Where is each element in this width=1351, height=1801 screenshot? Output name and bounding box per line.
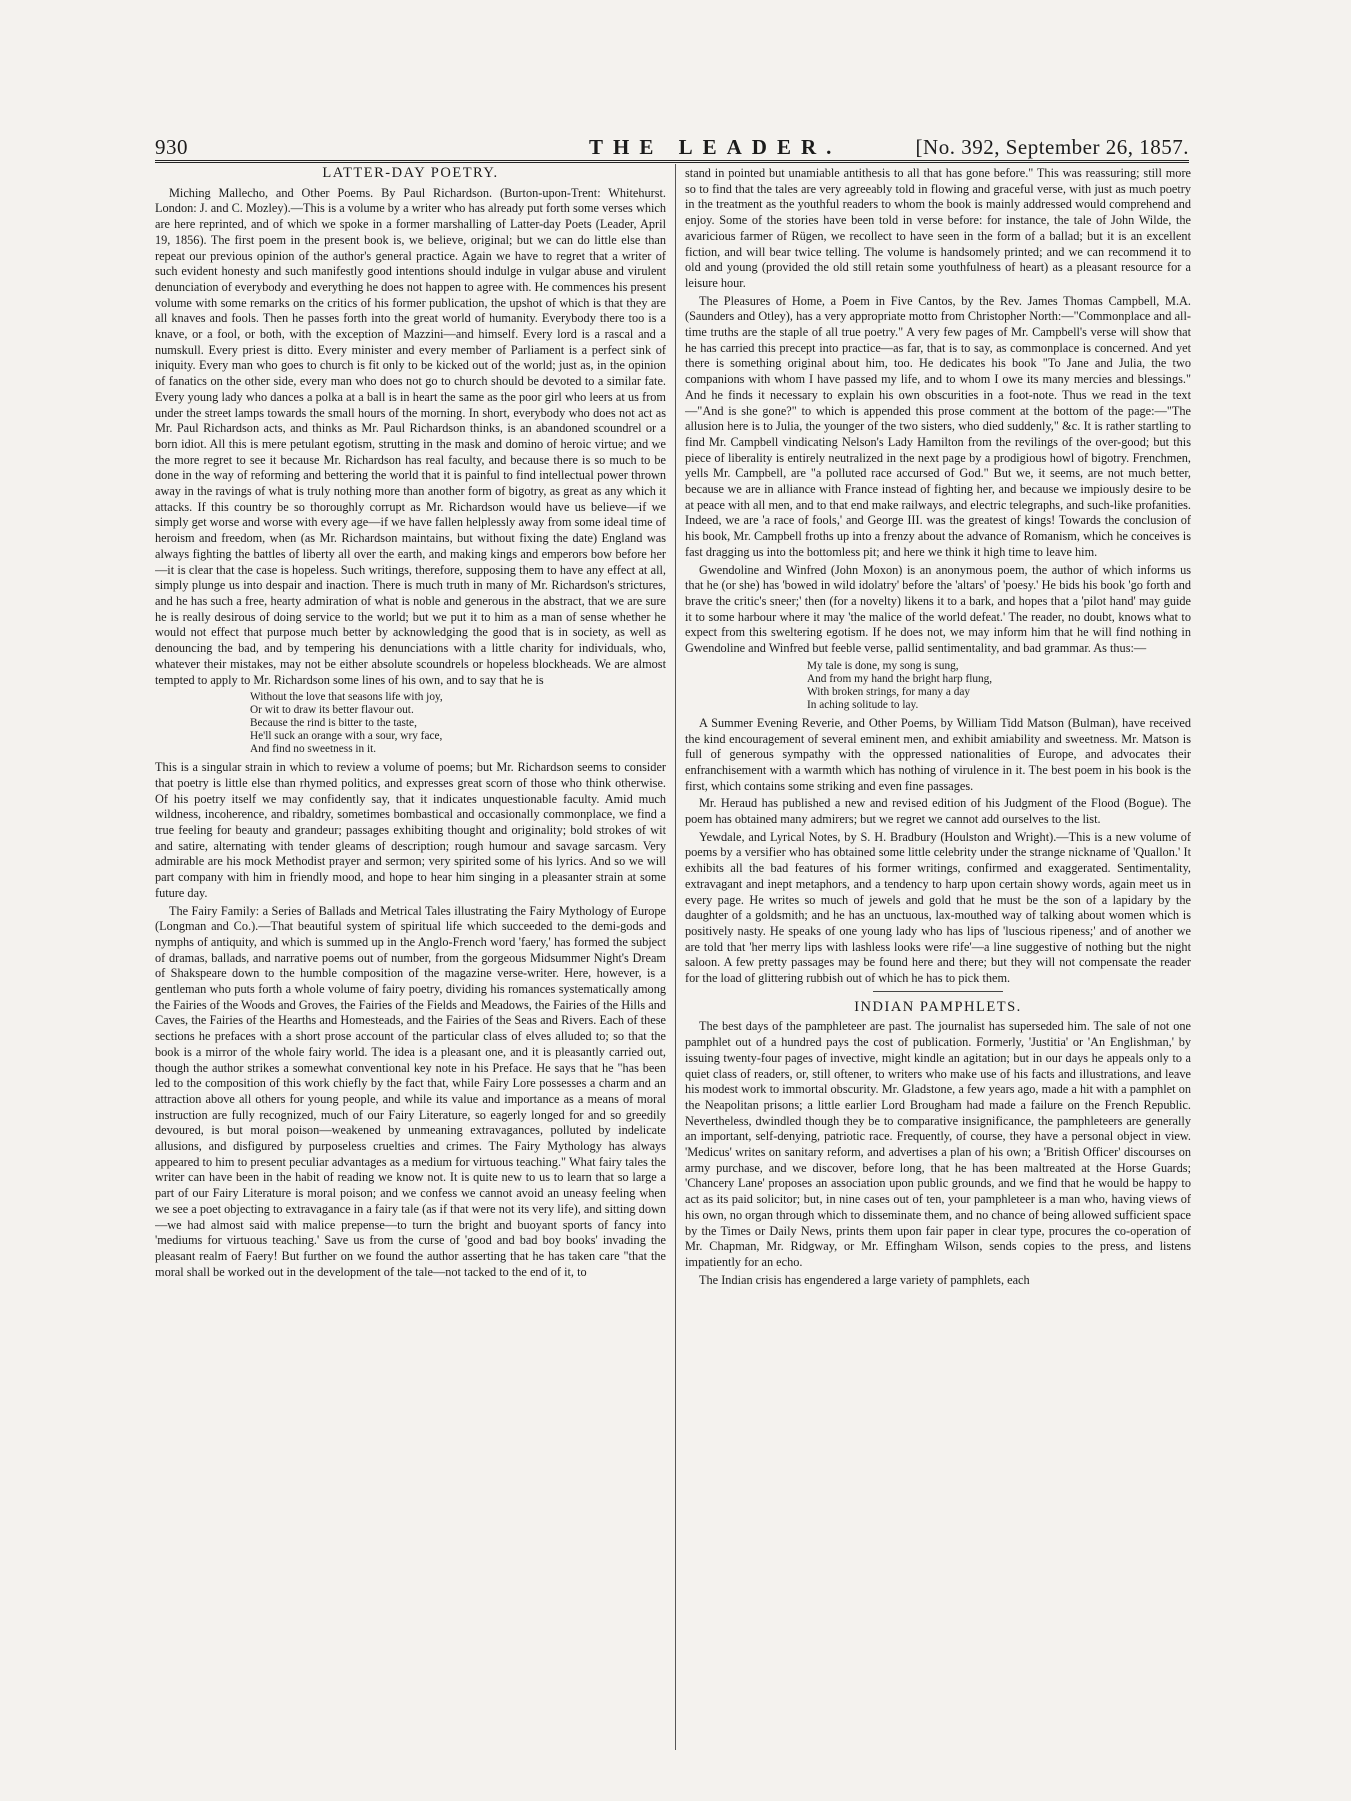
verse-line: And from my hand the bright harp flung, xyxy=(807,672,993,685)
review-gwendoline: Gwendoline and Winfred (John Moxon) is an anonymous poem, the author of which informs us that he (or she) has 'bowed in wild idolatry' before the 'altars' of 'poesy.' He bids his book 'go forth and brave the critic's sneer;' then (for a novelty) likens it to a bark, and hopes that a 'pilot hand' may guide it to some harbour where it may 'the malice of the world defeat.' The reader, no doubt, knows what to expect from this sweltering egotism. If he does not, we may inform him that he will find nothing in Gwendoline and Winfred but feeble verse, pallid sentimentality, and bad grammar. As thus:— xyxy=(685,562,1191,656)
review-pleasures-of-home: The Pleasures of Home, a Poem in Five Cantos, by the Rev. James Thomas Campbell, M.A. (Saunders and Otley), has a very appropriate motto from Christopher North:—"Commonplace and all-time truths are the staple of all true poetry." A very few pages of Mr. Campbell's verse will show that he has carried this precept into practice—as far, that is to say, as commonplace is concerned. And yet there is something original about him, too. He dedicates his book "To Jane and Julia, the two companions with whom I have passed my life, and to whom I owe its many mercies and blessings." And he finds it necessary to explain his own obscurities in a foot-note. Thus we read in the text—"And is she gone?" to which is appended this prose comment at the bottom of the page:—"The allusion here is to Julia, the younger of the two sisters, who died suddenly," &c. It is rather startling to find Mr. Campbell vindicating Nelson's Lady Hamilton from the revilings of the over-good; but this piece of liberality is entirely neutralized in the next page by a prodigious howl of bigotry. Frenchmen, yells Mr. Campbell, are "a polluted race accursed of God." But we, it seems, are not much better, because we are in alliance with France instead of fighting her, and because we impiously desire to be at peace with all men, and to that end make railways, and electric telegraphs, and such-like profanities. Indeed, we are 'a race of fools,' and George III. was the greatest of kings! Towards the conclusion of his book, Mr. Campbell froths up into a frenzy about the advance of Romanism, which he conceives is fast dragging us into the bottomless pit; and here we think it high time to leave him. xyxy=(685,293,1191,559)
masthead xyxy=(155,131,1189,159)
review-summer-evening-reverie: A Summer Evening Reverie, and Other Poems, by William Tidd Matson (Bulman), have received the kind encouragement of several eminent men, and exhibit amiability and sweetness. Mr. Matson is full of generous sympathy with the oppressed nationalities of Europe, and advocates their enfranchisement with a warmth which has nothing of virulence in it. The best poem in his book is the first, which contains some striking and even fine passages. xyxy=(685,715,1191,793)
page-number: 930 xyxy=(155,135,188,159)
verse-line: With broken strings, for many a day xyxy=(807,685,970,698)
verse-line: Because the rind is bitter to the taste, xyxy=(250,717,417,730)
review-miching-mallecho: Miching Mallecho, and Other Poems. By Paul Richardson. (Burton-upon-Trent: Whitehurst. London: J. and C. Mozley).—This is a volume by a writer who has already put forth some verses which are here reprinted, and of which we spoke in a former marshalling of Latter-day Poets (Leader, April 19, 1856). The first poem in the present book is, we believe, original; but we can do little else than repeat our previous opinion of the author's general practice. Again we have to regret that a writer of such evident honesty and such manifestly good intentions should indulge in vulgar abuse and virulent denunciation of everybody and everything he does not happen to agree with. He commences his present volume with some remarks on the critics of his former publication, the upshot of which is that they are all knaves and fools. Then he passes forth into the great world of humanity. Everybody there too is a knave, or a fool, or both, with the exception of Mazzini—and himself. Every lord is a rascal and a numskull. Every priest is ditto. Every minister and every member of Parliament is a perfect sink of iniquity. Every man who goes to church is fit only to be kicked out of the world; just as, in the opinion of fanatics on the other side, every man who does not go to church should be devoted to a similar fate. Every young lady who dances a polka at a ball is in heart the same as the poor girl who leers at us from under the street lamps towards the small hours of the morning. In short, everybody who does not act as Mr. Paul Richardson acts, and thinks as Mr. Paul Richardson thinks, is an abandoned scoundrel or a born idiot. All this is mere petulant egotism, strutting in the mask and domino of heroic virtue; and we the more regret to see it because Mr. Richardson has real faculty, and because there is so much to be done in the way of reforming and bettering the world that it is painful to find intellectual power thrown away in the ravings of what is truly nothing more than another form of bigotry, as great as any which it attacks. If this country be so thoroughly corrupt as Mr. Richardson would have us believe—if we simply get worse and worse with every age—if we have fallen helplessly away from some ideal time of heroism and freedom, when (as Mr. Richardson maintains, but without fixing the date) England was always fighting the battles of liberty all over the earth, and making kings and emperors bow before her—it is clear that the case is hopeless. Such writings, therefore, supposing them to have any effect at all, simply plunge us into despair and inaction. There is much truth in many of Mr. Richardson's strictures, and he has such a free, hearty admiration of what is noble and generous in the abstract, that we are sure he is really desirous of doing service to the world; but we put it to him as a man of sense whether he would not effect that purpose much better by acknowledging the good that is in society, as well as denouncing the bad, and by tempering his denunciations with a little charity for individuals, who, whatever their mistakes, may not be either absolute scoundrels or hopeless blockheads. We are almost tempted to apply to Mr. Richardson some lines of his own, and to say that he is xyxy=(155,185,666,687)
verse-line: Or wit to draw its better flavour out. xyxy=(250,704,414,717)
review-fairy-family-cont: stand in pointed but unamiable antithesis to all that has gone before." This was reassuring; still more so to find that the tales are very agreeably told in flowing and graceful verse, with just as much poetry in the treatment as the youthful readers to whom the book is mainly addressed would comprehend and enjoy. Some of the stories have been told in verse before: for instance, the tale of John Wilde, the avaricious farmer of Rügen, we recollect to have seen in the form of a ballad; but it is an excellent fiction, and will bear twice telling. The volume is handsomely printed; and we can recommend it to old and young (provided the old still retain some youthfulness of heart) as a pleasant resource for a leisure hour. xyxy=(685,166,1191,290)
review-yewdale: Yewdale, and Lyrical Notes, by S. H. Bradbury (Houlston and Wright).—This is a new volume of poems by a versifier who has obtained some little celebrity under the strange nickname of 'Quallon.' It exhibits all the bad features of his former writings, confirmed and exaggerated. Sentimentality, extravagant and inept metaphors, and a tendency to harp upon certain showy words, again meet us in every page. He writes so much of jewels and gold that he must be the son of a lapidary by the daughter of a goldsmith; and he has an unctuous, lax-mouthed way of talking about women which is positively nasty. He speaks of one young lady who has lips of 'luscious ripeness;' and of another we are told that 'her merry lips with lashless looks were rife'—a line suggestive of nothing but the night saloon. A few pretty passages may be found here and there; but they will not compensate the reader for the load of glittering rubbish out of which he has to pick them. xyxy=(685,829,1191,986)
verse-line: He'll suck an orange with a sour, wry face, xyxy=(250,730,443,743)
review-judgment-of-flood: Mr. Heraud has published a new and revised edition of his Judgment of the Flood (Bogue). The poem has obtained many admirers; but we regret we cannot add ourselves to the list. xyxy=(685,796,1191,827)
masthead-rule xyxy=(155,160,1189,163)
verse-line: And find no sweetness in it. xyxy=(250,743,377,756)
review-fairy-family: The Fairy Family: a Series of Ballads and Metrical Tales illustrating the Fairy Mythology of Europe (Longman and Co.).—That beautiful system of spiritual life which succeeded to the demi-gods and nymphs of antiquity, and which is summed up in the Anglo-French word 'faery,' has formed the subject of dramas, ballads, and narrative poems out of number, from the gorgeous Midsummer Night's Dream of Shakspeare down to the humble composition of the magazine verse-writer. Here, however, is a gentleman who puts forth a whole volume of fairy poetry, dividing his romances systematically among the Fairies of the Woods and Groves, the Fairies of the Fields and Meadows, the Fairies of the Hills and Caves, the Fairies of the Hearths and Homesteads, and the Fairies of the Seas and Rivers. Each of these sections he prefaces with a short prose account of the particular class of elves alluded to; so that the book is a mirror of the whole fairy world. The idea is a pleasant one, and it is pleasantly carried out, though the author strikes a somewhat conventional key note in his Preface. He says that he "has been led to the composition of this work chiefly by the fact that, while Fairy Lore possesses a charm and an attraction above all others for young people, and while its value and importance as a means of moral instruction are fully recognized, much of our Fairy Literature, so eagerly longed for and so greedily devoured, is but moral poison—weakened by unmeaning extravagances, polluted by indelicate allusions, and disfigured by purposeless cruelties and crimes. The Fairy Mythology has always appeared to him to present peculiar advantages as a medium for virtuous teaching." What fairy tales the writer can have been in the habit of reading we know not. It is quite new to us to learn that so large a part of our Fairy Literature is moral poison; and we confess we cannot avoid an uneasy feeling when we see a poet objecting to extravagance in a fairy tale (as if that were not its very life), and sitting down—we had almost said with malice prepense—to turn the bright and buoyant sports of fancy into 'mediums for virtuous teaching.' Save us from the curse of 'good and bad boy books' invading the pleasant realm of Faery! But further on we found the author asserting that he has taken care "that the moral shall be worked out in the development of the tale—not tacked to the end of it, to xyxy=(155,903,666,1279)
article-indian-pamphlets-cont: The Indian crisis has engendered a large variety of pamphlets, each xyxy=(699,1272,1030,1287)
issue-date: [No. 392, September 26, 1857. xyxy=(915,135,1189,159)
verse-quote-gwendoline xyxy=(685,660,1191,712)
review-miching-mallecho-cont: This is a singular strain in which to review a volume of poems; but Mr. Richardson seems to consider that poetry is little else than rhymed politics, and expresses great scorn of those who think otherwise. Of his poetry itself we may confidently say, that it indicates unquestionable faculty. Amid much wildness, incoherence, and ribaldry, sometimes bombastical and occasionally commonplace, we find a true feeling for beauty and grandeur; passages exhibiting thought and originality; bold strokes of wit and satire, alternating with tender gleams of description; rough humour and savage sarcasm. Very admirable are his mock Methodist prayer and sermon; very spirited some of his lyrics. And so we will part company with him in friendly mood, and hope to hear him singing in a pleasanter strain at some future day. xyxy=(155,760,666,900)
verse-line: My tale is done, my song is sung, xyxy=(807,659,959,672)
article-indian-pamphlets: The best days of the pamphleteer are past. The journalist has superseded him. The sale of not one pamphlet out of a hundred pays the cost of publication. Formerly, 'Justitia' or 'An Englishman,' by issuing twenty-four pages of invective, might kindle an agitation; but in our days he appeals only to a quiet class of readers, or, still oftener, to writers who make use of his facts and illustrations, and leave his modest work to immortal obscurity. Mr. Gladstone, a few years ago, made a hit with a pamphlet on the Neapolitan prisons; a little earlier Lord Brougham had made a failure on the French Republic. Nevertheless, dwindled though they be to comparative insignificance, the pamphleteers are generally an important, self-denying, patriotic race. Frequently, of course, they have a personal object in view. 'Medicus' writes on sanitary reform, and advertises a plan of his own; a 'British Officer' discourses on army purchase, and we discover, before long, that he has been maltreated at the Horse Guards; 'Chancery Lane' proposes an association upon public grounds, and we find that he would be happy to act as its paid solicitor; but, in nine cases out of ten, your pamphleteer is a man who, having views of his own, no organ through which to disseminate them, and no chance of being allowed sufficient space by the Times or Daily News, prints them upon fair paper in clear type, procures the co-operation of Mr. Chapman, Mr. Ridgway, or Mr. Effingham Wilson, sends copies to the press, and listens impatiently for an echo. xyxy=(685,1019,1191,1269)
paper-title: THE LEADER. xyxy=(589,135,842,159)
right-column xyxy=(685,166,1191,1756)
left-column xyxy=(155,166,666,1756)
section-title-indian-pamphlets: INDIAN PAMPHLETS. xyxy=(854,998,1022,1015)
verse-line: Without the love that seasons life with joy, xyxy=(250,691,443,704)
section-title-latter-day-poetry: LATTER-DAY POETRY. xyxy=(322,166,499,181)
section-divider xyxy=(873,991,1003,992)
verse-line: In aching solitude to lay. xyxy=(807,698,919,711)
column-divider xyxy=(675,164,676,1750)
verse-quote-richardson xyxy=(155,691,666,756)
